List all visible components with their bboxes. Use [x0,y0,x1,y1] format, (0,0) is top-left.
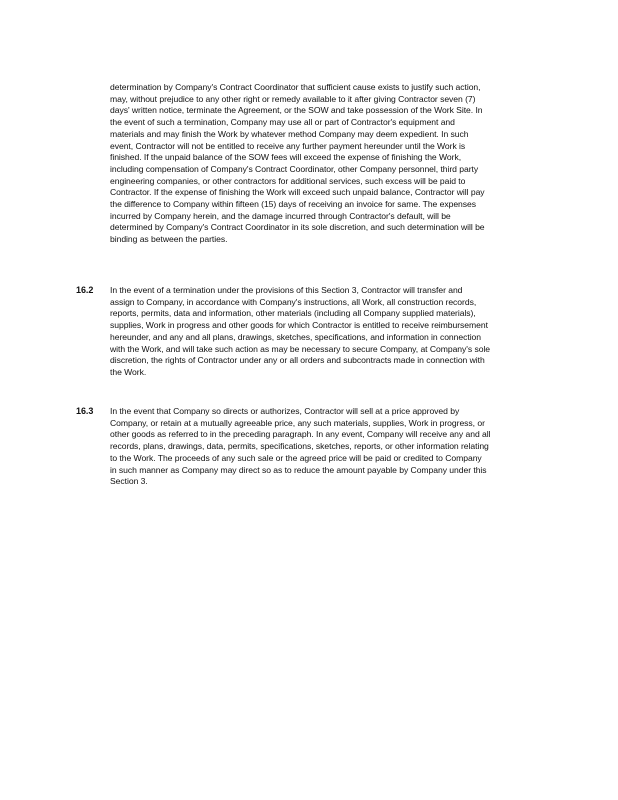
paragraph-line: In the event of a termination under the provisions of this Section 3, Contractor will transfer and [110,285,463,295]
paragraph-line: Contractor. If the expense of finishing the Work will exceed such unpaid balance, Contractor will pay [110,187,485,198]
paragraph-line: other goods as referred to in the preceding paragraph. In any event, Company will receive any and all [110,429,491,440]
paragraph-line: event, Contractor will not be entitled to receive any further payment hereunder until the Work is [110,140,466,151]
section-paragraph [110,285,570,379]
section-number: 16.2 [76,285,94,295]
paragraph-line: In the event that Company so directs or authorizes, Contractor will sell at a price approved by [110,406,460,416]
paragraph-line: materials and may finish the Work by whatever method Company may deem expedient. In such [110,128,469,139]
section-paragraph [110,406,570,488]
paragraph-line: determination by Company's Contract Coordinator that sufficient cause exists to justify such action, [110,82,481,92]
paragraph-line: reports, permits, data and information, other materials (including all Company supplied materials), [110,308,476,319]
paragraph-line: supplies, Work in progress and other goods for which Contractor is entitled to receive reimbursement [110,320,488,331]
paragraph-line: finished. If the unpaid balance of the SOW fees will exceed the expense of finishing the Work, [110,152,462,163]
paragraph-line: Company, or retain at a mutually agreeable price, any such materials, supplies, Work in progress, or [110,417,485,428]
paragraph-line: engineering companies, or other contractors for additional services, such excess will be paid to [110,175,466,186]
paragraph-line: to the Work. The proceeds of any such sale or the agreed price will be paid or credited to Company [110,452,482,463]
paragraph-line: binding as between the parties. [110,234,228,245]
paragraph-line: assign to Company, in accordance with Company's instructions, all Work, all construction records, [110,296,477,307]
paragraph-line: Section 3. [110,476,148,487]
continuation-paragraph [110,82,570,246]
paragraph-line: with the Work, and will take such action as may be necessary to secure Company, at Company's sole [110,343,491,354]
paragraph-line: the Work. [110,366,147,377]
paragraph-line: incurred by Company herein, and the damage incurred through Contractor's default, will be [110,210,451,221]
paragraph-line: determined by Company's Contract Coordinator in its sole discretion, and such determination will be [110,222,485,233]
paragraph-line: in such manner as Company may direct so as to reduce the amount payable by Company under this [110,464,487,475]
paragraph-line: records, plans, drawings, data, permits, specifications, sketches, reports, or other information relating [110,441,489,452]
paragraph-line: hereunder, and any and all plans, drawings, sketches, specifications, and information in connection [110,331,482,342]
paragraph-line: days' written notice, terminate the Agreement, or the SOW and take possession of the Work Site. In [110,105,483,116]
paragraph-line: including compensation of Company's Contract Coordinator, other Company personnel, third party [110,163,479,174]
paragraph-line: the difference to Company within fifteen (15) days of receiving an invoice for same. The expenses [110,199,476,210]
paragraph-line: may, without prejudice to any other right or remedy available to it after giving Contractor seven (7) [110,93,476,104]
section-number: 16.3 [76,406,94,416]
paragraph-line: discretion, the rights of Contractor under any or all orders and subcontracts made in connection with [110,355,485,366]
paragraph-line: the event of such a termination, Company may use all or part of Contractor's equipment and [110,117,455,128]
